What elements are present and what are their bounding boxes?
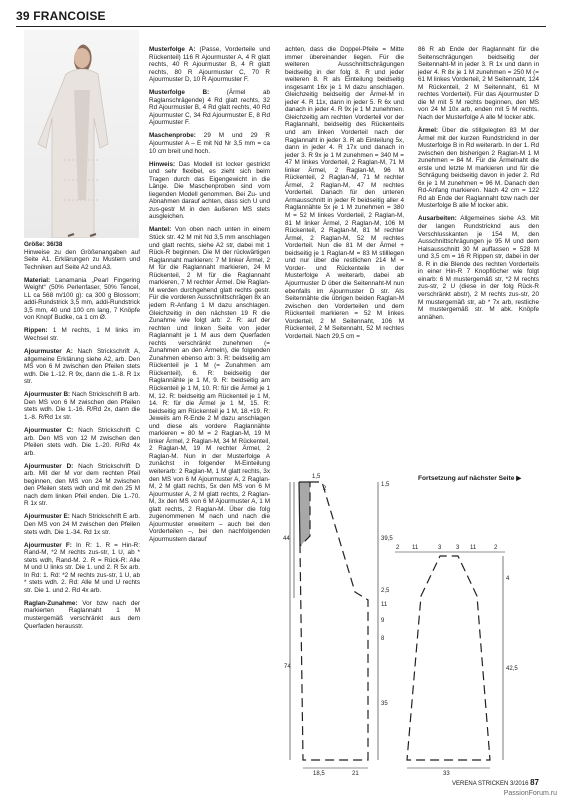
paragraph-label: Musterfolge B: — [149, 89, 210, 97]
paragraph-text: (Passe, Vorderteile und Rückenteil) 116 R Ajourmuster A, 4 R glatt rechts, 40 R Ajourmuster B, 4 R glatt rechts, 80 R Ajourmuster C, 70 R Ajourmuster D, 10 R Ajourmuster F. — [149, 46, 270, 84]
dim-right-c: 9 — [381, 618, 385, 624]
page-title: 39 FRANCOISE — [16, 9, 106, 23]
paragraph-label: Material: — [24, 276, 51, 284]
dim-sleeve-bottom: 33 — [443, 771, 450, 777]
dim-sleeve-top-e: 11 — [470, 545, 477, 551]
paragraph-text: Lanamania „Pearl Fingering Weight“ (50% Perlenfaser, 50% Tencel, LL ca 568 m/100 g): ca 300 g Blossom; addi-Rundstrick 3,5 mm, addi-Rundstrick 3,5 mm, 40 und 100 cm lang, 7 Knöpfe von Knopf Budke, ca 1 cm Ø. — [24, 276, 140, 322]
page-number: 87 — [530, 778, 539, 787]
dim-upper-left: 44 — [283, 536, 290, 542]
schematic-coat — [283, 474, 393, 777]
continued-note: Fortsetzung auf nächster Seite ▶ — [418, 475, 522, 482]
paragraph-label: Ajourmuster E: — [24, 513, 70, 521]
dim-top-width-2: 2 — [323, 486, 327, 492]
sleeve-outline — [407, 556, 490, 760]
dim-right-a: 2,5 — [381, 588, 390, 594]
paragraph-text: Nach Strickschrift E arb. Den MS von 24 M zwischen den Pfeilen stets wdh. Die 1.-34. Rd 1x str. — [24, 513, 141, 536]
dim-right-top: 1,5 — [381, 482, 390, 488]
dim-right-upper: 39,5 — [381, 536, 393, 542]
dim-right-b: 11 — [381, 602, 388, 608]
paragraph-label: Größe: 36/38 — [24, 241, 63, 248]
paragraph-text: Vor bzw nach der markierten Raglannaht 1 M mustergemäß verschränkt aus dem Querfaden herausstr. — [24, 599, 141, 630]
dim-sleeve-top-d: 3 — [456, 545, 460, 551]
watermark: PassionForum.ru — [503, 790, 557, 797]
dim-sleeve-top-a: 2 — [396, 545, 400, 551]
dim-sleeve-top-c: 3 — [438, 545, 442, 551]
paragraph-text: Nach Strickschrift A, allgemeine Erklärung siehe A2, arb. Den MS von 6 M zwischen den Pfeilen stets wdh. Die 1.-12. R 9x, dann die 1.-8. R 1x str. — [24, 348, 141, 386]
paragraph-text: Das Modell ist locker gestrickt und sehr flexibel, es zieht sich beim Tragen durch das Eigengewicht in die Länge. Die Maschenproben sind vom liegenden Modell genommen. Bei Zu- und Abnahmen darauf achten, dass sich U und zus-gestr M in den äußeren MS stets ausgleichen. — [149, 160, 270, 221]
paragraph-label: Ausarbeiten: — [418, 215, 457, 223]
paragraph-text: 86 R ab Ende der Raglannaht für die Seitenschrägungen beidseitig der Seitennaht-M in jeder 3. R 1x und dann in jeder 4. R 8x je 1 M zunehmen = 250 M (= 61 M linkes Vorderteil, 2 M Seitennaht, 124 M Rückenteil, 2 M Seitennaht, 61 M rechtes Vorderteil). Für das Ajourmuster D die M mit 5 M rechts beginnen, den MS von 24 M 10x arb, enden mit 5 M rechts. Nach der Musterfolge A alle M locker abk. — [418, 46, 539, 121]
paragraph-label: Maschenprobe: — [149, 132, 196, 140]
paragraph-text: 29 M und 29 R Ajourmuster A – E mit Nd Nr 3,5 mm = ca 10 cm breit und hoch. — [149, 132, 270, 155]
paragraph-label: Ärmel: — [418, 126, 439, 134]
paragraph-text: Hinweise zu den Größenangaben auf Seite A1. Erklärungen zu Mustern und Techniken auf Seite A2 und A3. — [24, 248, 140, 271]
dim-sleeve-right-b: 42,5 — [506, 666, 518, 672]
paragraph-label: Mantel: — [149, 226, 172, 234]
paragraph-text: (Ärmel ab Raglanschrägende) 4 Rd glatt rechts, 32 Rd Ajourmuster B, 4 Rd glatt rechts, 40 Rd Ajourmuster C, 34 Rd Ajourmuster E, 8 Rd Ajourmuster F. — [149, 89, 271, 127]
paragraph-text: Nach Strickschrift D arb. Mit der M vor dem rechten Pfeil beginnen, den MS von 24 M zwischen den Pfeilen stets wdh und mit den 25 M nach dem linken Pfeil enden. Die 1.-70. R 1x str. — [24, 462, 140, 508]
paragraph-label: Ajourmuster C: — [24, 426, 74, 434]
footer-brand: VERENA STRICKEN 3/2016 — [452, 781, 529, 787]
paragraph-label: Hinweis: — [149, 160, 176, 168]
paragraph-text: achten, dass die Doppel-Pfeile = Mitte immer übereinander liegen. Für die weiteren Ausschnittschrägungen beidseitig in der folg 8. R und jeder weiteren 8. R als Einteilung beidseitig insgesamt 16x je 1 M dazu anschlagen. Gleichzeitig beidseitig der Ärmel-M in jeder 4. R 11x, dann in jeder 5. R 6x und danach in jeder 4. R 9x je 1 M zunehmen. Gleichzeitig am rechten Vorderteil vor der Raglannaht, beidseitig des Rückenteils und am linken Vorderteil nach der Raglannaht in jeder 3. R ab Einteilung 5x, dann in jeder 4. R 17x und danach in jeder 3. R 9x je 1 M zunehmen = 340 M = 47 M linkes Vorderteil, 2 Raglan-M, 71 M linker Ärmel, 2 Raglan-M, 96 M Rückenteil, 2 Raglan-M, 71 M rechter Ärmel, 2 Raglan-M, 47 M rechtes Vorderteil. Danach für den unteren Armausschnitt in jeder R beidseitig aller 4 Raglannähte 5x je 1 M zunehmen = 380 M = 52 M linkes Vorderteil, 2 Raglan-M, 81 M linker Ärmel, 2 Raglan-M, 106 M Rückenteil, 2 Raglan-M, 81 M rechter Ärmel, 2 Raglan-M, 52 M rechtes Vorderteil. Nun die 81 M der Ärmel + beidseitig je 1 Raglan-M = 83 M stilllegen und nur über die restlichen 214 M = Vorder- und Rückenteile in der Musterfolge A weiterarb, dabei ab Ajourmuster D über die Seitennaht-M nun ebenfalls im Ajourmuster D str. Als Seitennähte die übrigen beiden Raglan-M zwischen den Vorderteilen und dem Rückenteil markieren = 52 M linkes Vorderteil, 2 M Seitennaht, 106 M Rückenteil, 2 M Seitennaht, 52 M rechtes Vorderteil. Nach 29,5 cm = — [285, 46, 404, 340]
paragraph-label: Raglan-Zunahme: — [24, 599, 78, 607]
paragraph-label: Rippen: — [24, 327, 48, 335]
dim-bottom-b: 21 — [352, 771, 359, 777]
paragraph-text: Von oben nach unten in einem Stück str. 42 M mit Nd 3,5 mm anschlagen und glatt rechts, siehe A2 str, dabei mit 1 Rück-R beginnen. Die M der rückwärtigen Raglannaht markieren: 7 M linker Ärmel, 2 M für die Raglannaht markieren, 24 M Rückenteil, 2 M für die Raglannaht markieren, 7 M rechter Ärmel. Die Raglan-M werden durchgehend glatt rechts gestr. Für die vorderen Ausschnittschrägen 8x an jedem R-Anfang 1 M dazu anschlagen. Gleichzeitig in den nächsten 19 R die Zunahme wie folgt arb: 2. R: auf der rechten und linken Seite von jeder Raglannaht je 1 M aus dem Querfaden rechts verschränkt zunehmen (= Zunahmen an den Ärmeln), die folgenden Zunahmen ebenso arb: 3. R: beidseitig am Rückenteil je 1 M (= Zunahmen am Rückenteil), 6. R: beidseitig der Raglannähte je 1 M, 9. R: beidseitig am Rückenteil je 1 M, 10. R: für die Ärmel je 1 M, 12. R: beidseitig am Rückenteil je 1 M, 14. R: für die Ärmel je 1 M, 15. R: beidseitig am Rückenteil je 1 M, 18.+19. R: Jeweils am R-Ende 2 M dazu anschlagen und diese als vordere Raglannähte markieren = 80 M = 2 Raglan-M, 19 M linker Ärmel, 2 Raglan-M, 34 M Rückenteil, 2 Raglan-M, 19 M rechter Ärmel, 2 Raglan-M. Nun in der Musterfolge A zunächst in folgender M-Einteilung weiterarb: 2 Raglan-M, 1 M glatt rechts, 3x den MS von 6 M Ajourmuster A, 2 Raglan-M, 2 M glatt rechts, 5x den MS von 6 M Ajourmuster A, 2 M glatt rechts, 2 Raglan-M, 3x den MS von 6 M Ajourmuster A, 1 M glatt rechts, 2 Raglan-M. Über die folg zugenommenen M nach und nach die Ajourmuster erweitern – auch bei den Vorderteilen –, bei den nachfolgenden Ajourmustern darauf — [149, 226, 270, 543]
paragraph-text: Über die stillgelegten 83 M der Ärmel mit der kurzen Rundstricknd in der Musterfolge B in Rd weiterarb. In der 1. Rd zwischen den bisherigen 2 Raglan-M 1 M zunehmen = 84 M. Für die Ärmelnaht die erste und letzte M markieren und für die Schrägung beidseitig davon in jeder 2. Rd 6x je 1 M zunehmen = 96 M. Danach den Rd-Anfang markieren. Nach 42 cm = 122 Rd ab Ende der Raglannaht bzw nach der Musterfolge B alle M locker abk. — [418, 126, 539, 210]
dim-sleeve-top-f: 2 — [494, 545, 498, 551]
paragraph-text: Nach Strickschrift B arb. Den MS von 6 M zwischen den Pfeilen stets wdh. Die 1.-16. R/Rd 2x, dann die 1.-8. R/Rd 1x str. — [24, 391, 140, 421]
dim-bottom-a: 18,5 — [313, 771, 325, 777]
paragraph-label: Musterfolge A: — [149, 46, 196, 53]
dim-sleeve-top-b: 11 — [412, 545, 419, 551]
paragraph-label: Ajourmuster D: — [24, 462, 74, 470]
coat-outline — [300, 482, 368, 760]
dim-right-d: 8 — [381, 636, 385, 642]
dim-top-width: 1,5 — [312, 474, 321, 480]
paragraph-text: 1 M rechts, 1 M links im Wechsel str. — [24, 327, 141, 343]
page-footer — [452, 778, 539, 787]
paragraph-text: Allgemeines siehe A3. Mit der langen Rundstricknd aus den Verschlusskanten je 154 M, den Ausschnittschrägungen je 95 M und dem Halsausschnitt 30 M auffassen = 528 M und 3,5 cm = 16 R Rippen str, dabei in der 8. R in die Blende des rechten Vorderteils in einer Hin-R 7 Knopflöcher wie folgt einarb: 6 M mustergemäß str, *2 M rechts zus-str, 2 U (diese in der folg Rück-R verschränkt abstr), 2 M rechts zus-str, 20 M mustergemäß str, ab * 7x arb, restliche M mustergemäß str. M abk. Knöpfe annähen. — [418, 215, 539, 321]
paragraph-text: Nach Strickschrift C arb. Den MS von 12 M zwischen den Pfeilen stets wdh. Die 1.-20. R/Rd 4x arb. — [24, 426, 140, 457]
dim-sleeve-right-a: 4 — [506, 576, 510, 582]
paragraph-label: Ajourmuster B: — [24, 391, 71, 399]
paragraph-label: Ajourmuster F: — [24, 541, 72, 549]
paragraph-label: Ajourmuster A: — [24, 348, 73, 356]
schematic-sleeve — [395, 545, 518, 777]
shaded-neck-area — [299, 482, 310, 546]
paragraph-text: In R: 1. R = Hin-R: Rand-M, *2 M rechts zus-str, 1 U, ab * stets wdh, Rand-M. 2. R = Rück-R: Alle M und U links str. Die 1. und 2. R 5x arb. In Rd: 1. Rd: *2 M rechts zus-str, 1 U, ab * stets wdh. 2. Rd: Alle M und U rechts str. Die 1. und 2. Rd 4x arb. — [24, 541, 141, 594]
dim-right-lower: 35 — [381, 701, 388, 707]
dim-side-total: 74 — [284, 664, 291, 670]
